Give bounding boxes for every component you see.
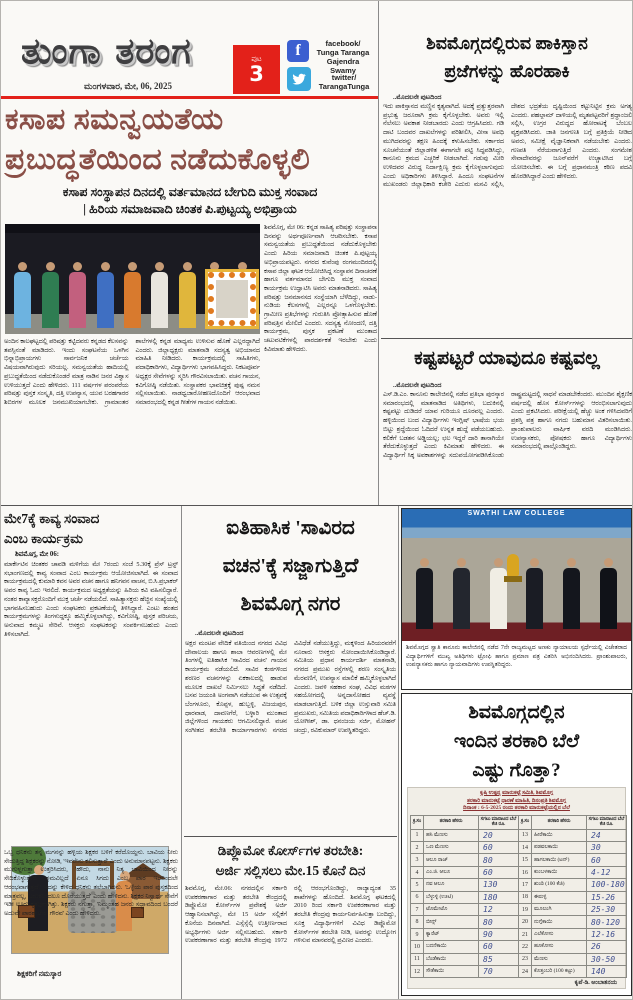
veg-doc-date: ದಿನಾಂಕ : 6-5-2025 ರಂದು ತರಕಾರಿ ಮಾರುಕಟ್ಟೆಯಲ್ಲಿನ ಬೆಲೆ bbox=[463, 805, 570, 811]
award-photo-box bbox=[401, 508, 632, 690]
masthead-title: ತುಂಗಾ ತರಂಗ bbox=[21, 31, 192, 72]
person-figure bbox=[119, 238, 146, 328]
person-figure bbox=[174, 238, 201, 328]
veg-table-body bbox=[411, 829, 627, 978]
veg-headline: ಶಿವಮೊಗ್ಗದಲ್ಲಿನ ಇಂದಿನ ತರಕಾರಿ ಬೆಲೆ ಎಷ್ಟು ಗೊತ್ತಾ? bbox=[453, 702, 580, 781]
diploma-headline: ಡಿಪ್ಲೊಮೋ ಕೋರ್ಸ್‌ಗಳ ತರಬೇತಿ: ಅರ್ಜಿ ಸಲ್ಲಿಸಲು ಮೇ.15 ಕೊನೆ ದಿನ bbox=[215, 843, 366, 878]
teacher-story-closing: ಶಿಕ್ಷಕರಿಗೆ ನಮಸ್ಕಾರ bbox=[17, 969, 62, 978]
person-figure bbox=[553, 531, 590, 629]
pak-continued-note: ..ಮೊದಲನೇ ಪುಟದಿಂದ bbox=[393, 94, 442, 101]
kavya-headline: ಮೇ7ಕ್ಕೆ ಕಾವ್ಯ ಸಂವಾದ ಎಂಬ ಕಾರ್ಯಕ್ರಮ bbox=[4, 511, 100, 546]
twitter-icon bbox=[287, 67, 311, 91]
veg-row: 11 ಬೆಂಡೆಕಾಯಿ 85 23 ಮೆಣಸು 30-50 bbox=[411, 953, 627, 965]
veg-row: 9 ಕ್ಯಾರೆಟ್ 90 21 ಎಲೆಕೋಸು 12-16 bbox=[411, 928, 627, 940]
trophy-graphic bbox=[507, 554, 519, 576]
column-divider-top bbox=[378, 1, 379, 505]
veg-row: 4 ಎಂ.ಜಿ. ಆಲೂ 60 16 ಕುಂಬಳಕಾಯಿ 4-12 bbox=[411, 866, 627, 878]
person-figure bbox=[91, 238, 118, 328]
person-figure bbox=[146, 238, 173, 328]
kashta-headline: ಕಷ್ಟಪಟ್ಟರೆ ಯಾವುದೂ ಕಷ್ಟವಲ್ಲ bbox=[414, 348, 600, 369]
veg-col-name: ತರಕಾರಿ ಹೆಸರು bbox=[424, 815, 479, 829]
veg-row: 1 ಹಸಿ ಮೆಣಸು 20 13 ಹೀರೆಕಾಯಿ 24 bbox=[411, 829, 627, 841]
person-figure bbox=[9, 238, 36, 328]
veg-price-table bbox=[410, 815, 627, 979]
diploma-body: ಶಿವಮೊಗ್ಗ, ಮೇ.06: ನಗರದಲ್ಲಿನ ಸರ್ಕಾರಿ ಉಪಕರಣಾಗಾರ ಮತ್ತು ತರಬೇತಿ ಕೇಂದ್ರದಲ್ಲಿ ಡಿಪ್ಲೊಮೋ ಕೋರ್ಸ್‌ಗಳ ಪ್ರವೇಶಕ್ಕೆ ಅರ್ಜಿ ಆಹ್ವಾನಿಸಲಾಗಿದ್ದು, ಮೇ 15 ಅರ್ಜಿ ಸಲ್ಲಿಕೆಗೆ ಕೊನೆಯ ದಿನವಾಗಿದೆ. ಎಸ್ಸೆಸ್ಸೆಲ್ಸಿ ಉತ್ತೀರ್ಣರಾದ ಅಭ್ಯರ್ಥಿಗಳು ಅರ್ಜಿ ಸಲ್ಲಿಸಬಹುದು. ಸರ್ಕಾರಿ ಉಪಕರಣಾಗಾರ ಮತ್ತು ತರಬೇತಿ ಕೇಂದ್ರವು 1972 ರಲ್ಲಿ ಆರಂಭಗೊಂಡಿದ್ದು, ರಾಜ್ಯಾದ್ಯಂತ 35 ಶಾಖೆಗಳನ್ನು ಹೊಂದಿದೆ. ಶಿವಮೊಗ್ಗ ಘಟಕದಲ್ಲಿ 2010 ರಿಂದ ಸರ್ಕಾರಿ ಉಪಕರಣಾಗಾರ ಮತ್ತು ತರಬೇತಿ ಕೇಂದ್ರವು ಕಾರ್ಯನಿರ್ವಹಿಸುತ್ತಾ ಬಂದಿದ್ದು, ಸೂಕ್ತ ವಿದ್ಯಾರ್ಥಿಗಳಿಗೆ ವಿವಿಧ ಡಿಪ್ಲೊಮೋ ಕೋರ್ಸ್‌ಗಳ ತರಬೇತಿ ನೀಡಿ, ಅವರನ್ನು ಉದ್ಯೋಗ ಗಳಿಸುವ ಮಾನವರಲ್ಲಿ ಪ್ರವಿಣರ ಎಂದರು. bbox=[185, 885, 396, 945]
person-figure bbox=[590, 531, 627, 629]
lead-photo bbox=[5, 224, 260, 334]
pak-story-headline: ಶಿವಮೊಗ್ಗದಲ್ಲಿರುವ ಪಾಕಿಸ್ತಾನ ಪ್ರಜೆಗಳನ್ನು ಹೊರಹಾಕಿ bbox=[426, 33, 588, 81]
person-figure bbox=[64, 238, 91, 328]
veg-col-name2: ತರಕಾರಿ ಹೆಸರು bbox=[532, 815, 587, 829]
veg-row: 10 ಬದನೆಕಾಯಿ 60 22 ಹೂಕೋಸು 26 bbox=[411, 941, 627, 953]
lead-body-bottom: ಅಂದಿನ ಕಾಲಘಟ್ಟದಲ್ಲಿ ಪರಿಷತ್ತು ಕಟ್ಟಿದವರು ಕನ್ನಡದ ಕೆಲಸವನ್ನು ತಪಸ್ಸಿನಂತೆ ಮಾಡಿದರು. ಇಂದು ಸಂಘಟನೆಯ ಒಳಗಿನ ಭಿನ್ನಾಭಿಪ್ರಾಯಗಳು ಸಾರ್ವಜನಿಕ ಚರ್ಚೆಯ ವಿಷಯವಾಗಿರುವುದು ಸರಿಯಲ್ಲ. ಸಮನ್ವಯತೆಯ ಹಾದಿಯಲ್ಲಿ ಪ್ರಬುದ್ಧತೆಯಿಂದ ನಡೆದುಕೊಂಡರೆ ಮಾತ್ರ ನಾಡಿನ ಜನರ ವಿಶ್ವಾಸ ಉಳಿಯುತ್ತದೆ ಎಂದು ಹೇಳಿದರು. 111 ವರ್ಷಗಳ ಪರಂಪರೆಯ ಪರಿಷತ್ತು ಪುಸ್ತಕ ಸಂಸ್ಕೃತಿ, ದತ್ತಿ ಉಪನ್ಯಾಸ, ಯುವ ಬರಹಗಾರರ ಶಿಬಿರಗಳ ಮೂಲಕ ಜನಮುಖಿಯಾಗಬೇಕು. ಗ್ರಾಮಾಂತರ ಶಾಲೆಗಳಲ್ಲಿ ಕನ್ನಡ ಮಾಧ್ಯಮ ಉಳಿಸುವ ಹೊಣೆ ಎಲ್ಲರದ್ದಾಗಿದೆ ಎಂದರು. ಜಿಲ್ಲಾಧ್ಯಕ್ಷರು ಮಾತನಾಡಿ ಸದಸ್ಯತ್ವ ಅಭಿಯಾನದ ಮಾಹಿತಿ ನೀಡಿದರು. ಕಾರ್ಯಕ್ರಮದಲ್ಲಿ ಸಾಹಿತಿಗಳು, ಪದಾಧಿಕಾರಿಗಳು, ವಿದ್ಯಾರ್ಥಿಗಳು ಭಾಗವಹಿಸಿದ್ದರು. ನಿಕಟಪೂರ್ವ ಅಧ್ಯಕ್ಷರ ಸೇವೆಗಳನ್ನು ಸ್ಮರಿಸಿ ಗೌರವಿಸಲಾಯಿತು. ವಚನ ಗಾಯನ, ಕವಿಗೋಷ್ಠಿ ನಡೆಯಿತು. ಸಂಸ್ಥಾಪಕರ ಭಾವಚಿತ್ರಕ್ಕೆ ಪುಷ್ಪ ನಮನ ಸಲ್ಲಿಸಲಾಯಿತು. ನಾಡಧ್ವಜಾರೋಹಣದೊಂದಿಗೆ ಆರಂಭವಾದ ಸಮಾರಂಭದಲ್ಲಿ ಕನ್ನಡ ಗೀತೆಗಳ ಗಾಯನ ನಡೆಯಿತು. bbox=[4, 338, 260, 406]
veg-row: 6 ಬೆಳ್ಳುಳ್ಳಿ (ಊಟಿ) 180 18 ಈರುಳ್ಳಿ 15-26 bbox=[411, 891, 627, 903]
award-photo bbox=[402, 509, 631, 641]
award-banner-text: SWATHI LAW COLLEGE bbox=[467, 510, 566, 517]
lead-headline: ಕಸಾಪ ಸಮನ್ವಯತೆಯ ಪ್ರಬುದ್ಧತೆಯಿಂದ ನಡೆದುಕೊಳ್ಳಲಿ bbox=[5, 103, 311, 176]
column-divider-left bbox=[181, 506, 182, 1000]
veg-row: 5 ನವ ಆಲೂ 130 17 ಶುಂಠಿ (100 ಕೆಜಿ) 100-180 bbox=[411, 879, 627, 891]
person-figure bbox=[406, 531, 443, 629]
rule-diploma-top bbox=[184, 836, 397, 837]
rule-kashta-top bbox=[381, 338, 633, 339]
veg-col-price2: ಸಗಟು ಮಾರಾಟದ ಬೆಲೆ ಕೆಜಿ ರೂ. bbox=[587, 815, 627, 829]
kavya-body: ಮಾರ್ಕೇಟಿನ ಚಿಂತಕರ ಚಾವಡಿ ಮಳಿಗೆಯ ಮೇ 7ರಂದು ಸಂಜೆ 5.30ಕ್ಕೆ ಪ್ರೆಸ್ ಟ್ರಸ್ಟ್ ಸಭಾಂಗಣದಲ್ಲಿ ಕಾವ್ಯ ಸಂವಾದ ಎಂಬ ಕಾರ್ಯಕ್ರಮ ಆಯೋಜಿಸಲಾಗಿದೆ. ಈ ಸಂವಾದ ಕಾರ್ಯಕ್ರಮದಲ್ಲಿ ಕುಮಾರಿ ಕವನ ಅವರ ವಚನ ಹಾಗೂ ಹನಿಗವನ ವಾಚನ, ಬಿ.ಸಿ.ಪ್ರಭಾಕರ್ ಅವರ ಕಾವ್ಯ ಓದು ಇರಲಿದೆ. ಕಾರ್ಯಕ್ರಮದ ಅಧ್ಯಕ್ಷತೆಯನ್ನು ಹಿರಿಯ ಕವಿ ವಹಿಸಲಿದ್ದಾರೆ. ನಂತರ ಕಾವ್ಯಾಸಕ್ತರೊಂದಿಗೆ ಮುಕ್ತ ಚರ್ಚೆ ನಡೆಯಲಿದೆ. ಸಾಹಿತ್ಯಾಸಕ್ತರು ಹೆಚ್ಚಿನ ಸಂಖ್ಯೆಯಲ್ಲಿ ಭಾಗವಹಿಸಬಹುದು ಎಂದು ಸಂಘಟಕರು ಪ್ರಕಟಣೆಯಲ್ಲಿ ತಿಳಿಸಿದ್ದಾರೆ. ಎಂಟು ಹಂತದ ಕಾರ್ಯಕ್ರಮಗಳನ್ನು ತಿಂಗಳುದ್ದಕ್ಕೂ ಹಮ್ಮಿಕೊಳ್ಳಲಾಗಿದ್ದು, ಕವಿಗೋಷ್ಠಿ, ಪುಸ್ತಕ ಪರಿಚಯ, ಅನುವಾದ ಕಮ್ಮಟ ಸೇರಿವೆ. ಆಸಕ್ತರು ಸಂಘಟಕರನ್ನು ಸಂಪರ್ಕಿಸಬಹುದು ಎಂದು ತಿಳಿಸಲಾಗಿದೆ. bbox=[4, 561, 178, 638]
veg-row: 7 ಟೊಮೇಟೊ 12 19 ಮೂಲಂಗಿ 25-30 bbox=[411, 904, 627, 916]
veg-row: 8 ಬೀನ್ಸ್ 80 20 ನುಗ್ಗೆಕಾಯಿ 80-120 bbox=[411, 916, 627, 928]
vachana-body: ಅಕ್ಷರ ಮಂಟಪ ವೇದಿಕೆ ವತಿಯಿಂದ ನಗರದ ವಿವಿಧ ದೇವಾಲಯ ಹಾಗೂ ಶಾಲಾ ಆವರಣಗಳಲ್ಲಿ ಮೇ ತಿಂಗಳಲ್ಲಿ ಐತಿಹಾಸಿಕ 'ಸಾವಿರದ ವಚನ' ಗಾಯನ ಕಾರ್ಯಕ್ರಮ ನಡೆಯಲಿದೆ. ಸಾವಿರ ಕಂಠಗಳಿಂದ ಶರಣರ ವಚನಗಳನ್ನು ಏಕಕಾಲದಲ್ಲಿ ಹಾಡುವ ಮೂಲಕ ದಾಖಲೆ ನಿರ್ಮಿಸಲು ಸಿದ್ಧತೆ ನಡೆದಿದೆ. ಬಸವ ಜಯಂತಿ ಅಂಗವಾಗಿ ನಡೆಯುವ ಈ ಉತ್ಸವಕ್ಕೆ ಬೆಂಗಳೂರು, ಕೊಪ್ಪಳ, ಹುಬ್ಬಳ್ಳಿ, ವಿಜಯಪುರ, ಧಾರವಾಡ, ದಾವಣಗೆರೆ, ಬಳ್ಳಾರಿ ಮುಂತಾದ ಜಿಲ್ಲೆಗಳಿಂದ ಗಾಯಕರು ಆಗಮಿಸಲಿದ್ದಾರೆ. ವಚನ ಸಂಗೀತದ ತರಬೇತಿ ಕಾರ್ಯಾಗಾರಗಳು ನಗರದ ವಿವಿಧೆಡೆ ನಡೆಯುತ್ತಿದ್ದು, ಮಕ್ಕಳಿಂದ ಹಿರಿಯರವರೆಗೆ ನೂರಾರು ಆಸಕ್ತರು ನೋಂದಾಯಿಸಿಕೊಂಡಿದ್ದಾರೆ. ಸಮಿತಿಯ ಪ್ರಧಾನ ಕಾರ್ಯದರ್ಶಿ ಮಾತನಾಡಿ, ನಗರದ ಪ್ರಮುಖ ರಸ್ತೆಗಳಲ್ಲಿ ಶರಣ ಸಂಸ್ಕೃತಿಯ ಮೆರವಣಿಗೆ, ಉಪನ್ಯಾಸ ಮಾಲಿಕೆ ಹಮ್ಮಿಕೊಳ್ಳಲಾಗಿದೆ ಎಂದರು. ಜವಳಿ ಸಹಕಾರ ಸಂಘ, ವಿವಿಧ ಮಠಗಳ ಸಹಯೋಗದಲ್ಲಿ ಅನ್ನದಾಸೋಹದ ವ್ಯವಸ್ಥೆ ಮಾಡಲಾಗುತ್ತಿದೆ. ಬಳಿಕ ಜಿಲ್ಲಾ ಉಸ್ತುವಾರಿ ಸಮಿತಿ ಪ್ರಮುಖರು, ಸಮಿತಿಯ ಪದಾಧಿಕಾರಿಗಳಾದ ಹೆಚ್.ಡಿ. ಯೋಗೀಶ್, ಡಾ. ಧನಂಜಯ ಸರ್ಜಿ, ಮೋಹನ್ ಚಂದ್ರು, ರವಿಕುಮಾರ್ ಉಪಸ್ಥಿತರಿದ್ದರು. bbox=[185, 640, 396, 735]
veg-price-box bbox=[401, 693, 632, 996]
kashta-body: ಎಸ್.ಡಿ.ಎಂ. ಕಾನೂನು ಕಾಲೇಜಿನಲ್ಲಿ ನಡೆದ ಪ್ರತಿಭಾ ಪುರಸ್ಕಾರ ಸಮಾರಂಭದಲ್ಲಿ ಮಾತನಾಡಿದ ಅತಿಥಿಗಳು, ಬದುಕಿನಲ್ಲಿ ಕಷ್ಟಪಟ್ಟು ದುಡಿದರೆ ಯಾವ ಗುರಿಯೂ ದೂರವಲ್ಲ ಎಂದರು. ಹಳ್ಳಿಯಿಂದ ಬಂದ ವಿದ್ಯಾರ್ಥಿಗಳು ಇಂಗ್ಲಿಷ್ ಭಾಷೆಯ ಭಯ ಬಿಟ್ಟು ಶ್ರದ್ಧೆಯಿಂದ ಓದಿದರೆ ಉನ್ನತ ಹುದ್ದೆ ಪಡೆಯಬಹುದು. ಕಲಿಕೆಗೆ ಬಡತನ ಅಡ್ಡಿಯಲ್ಲ; ಛಲ ಇದ್ದರೆ ದಾರಿ ತಾನಾಗಿಯೇ ತೆರೆದುಕೊಳ್ಳುತ್ತದೆ ಎಂದು ಕಿವಿಮಾತು ಹೇಳಿದರು. ಈ ವಿದ್ಯಾರ್ಥಿಗೆ ಸಿಕ್ಕ ಅವಕಾಶಗಳನ್ನು ಸದುಪಯೋಗಪಡಿಸಿಕೊಂಡು ರಾಷ್ಟ್ರಮಟ್ಟದಲ್ಲಿ ಸಾಧನೆ ಮಾಡಬೇಕೆಂದರು. ಮುಂದಿನ ಶೈಕ್ಷಣಿಕ ವರ್ಷದಲ್ಲಿ ಹೊಸ ಕೋರ್ಸ್‌ಗಳನ್ನು ಆರಂಭಿಸಲಾಗುವುದು ಎಂದು ಪ್ರಕಟಿಸಿದರು. ಪರೀಕ್ಷೆಯಲ್ಲಿ ಹೆಚ್ಚು ಅಂಕ ಗಳಿಸಿದವರಿಗೆ ಪ್ರಶಸ್ತಿ ಪತ್ರ ಹಾಗೂ ನಗದು ಬಹುಮಾನ ವಿತರಿಸಲಾಯಿತು. ಪ್ರಾಂಶುಪಾಲರು ವಾರ್ಷಿಕ ವರದಿ ಮಂಡಿಸಿದರು. ಉಪನ್ಯಾಸಕರು, ಪೋಷಕರು ಹಾಗೂ ವಿದ್ಯಾರ್ಥಿಗಳು ಸಮಾರಂಭದಲ್ಲಿ ಪಾಲ್ಗೊಂಡಿದ್ದರು. bbox=[383, 391, 632, 459]
veg-col-no: ಕ್ರ.ಸಂ bbox=[411, 815, 424, 829]
veg-col-price: ಸಗಟು ಮಾರಾಟದ ಬೆಲೆ ಕೆಜಿ ರೂ. bbox=[479, 815, 519, 829]
person-figure bbox=[443, 531, 480, 629]
page-number-box bbox=[233, 45, 280, 94]
lead-body-right-col: ಶಿವಮೊಗ್ಗ, ಮೇ 06: ಕನ್ನಡ ಸಾಹಿತ್ಯ ಪರಿಷತ್ತು ಸಂಸ್ಥಾಪನಾ ದಿನವನ್ನು ಅರ್ಥಪೂರ್ಣವಾಗಿ ಆಚರಿಸಬೇಕು. ಕಸಾಪ ಸಮನ್ವಯತೆಯ ಪ್ರಬುದ್ಧತೆಯಿಂದ ನಡೆದುಕೊಳ್ಳಬೇಕು ಎಂದು ಹಿರಿಯ ಸಮಾಜವಾದಿ ಚಿಂತಕ ಪಿ.ಪುಟ್ಟಯ್ಯ ಅಭಿಪ್ರಾಯಪಟ್ಟರು. ನಗರದ ಕುವೆಂಪು ರಂಗಮಂದಿರದಲ್ಲಿ ಕಸಾಪ ಜಿಲ್ಲಾ ಘಟಕ ಆಯೋಜಿಸಿದ್ದ ಸಂಸ್ಥಾಪನ ದಿನಾಚರಣೆ ಹಾಗೂ ವರ್ತಮಾನದ ಬೇಗುದಿ ಮುಕ್ತ ಸಂವಾದ ಕಾರ್ಯಕ್ರಮ ಉದ್ಘಾಟಿಸಿ ಅವರು ಮಾತನಾಡಿದರು. ಸಾಹಿತ್ಯ ಪರಿಷತ್ತು ಜನಮಾನಸದ ಸಂಸ್ಥೆಯಾಗಿ ಬೆಳೆದಿದ್ದು, ನಾಡು-ನುಡಿಯ ಕೆಲಸಗಳಲ್ಲಿ ಎಲ್ಲರನ್ನೂ ಒಳಗೊಳ್ಳಬೇಕು. ಗ್ರಾಮೀಣ ಪ್ರತಿಭೆಗಳನ್ನು ಗುರುತಿಸಿ ಪ್ರೋತ್ಸಾಹಿಸುವ ಹೊಣೆ ಪರಿಷತ್ತಿನ ಮೇಲಿದೆ ಎಂದರು. ಸದಸ್ಯತ್ವ ನೋಂದಣಿ, ದತ್ತಿ ಕಾರ್ಯಕ್ರಮ, ಪುಸ್ತಕ ಪ್ರಕಟಣೆ ಮುಂತಾದ ಚಟುವಟಿಕೆಗಳಲ್ಲಿ ಪಾರದರ್ಶಕತೆ ಇರಬೇಕು ಎಂದು ಕಿವಿಮಾತು ಹೇಳಿದರು. bbox=[264, 224, 377, 353]
veg-row: 3 ಆಲೂ ರಾಜ್ 80 15 ಹಾಗಲಕಾಯಿ (ಟನ್) 60 bbox=[411, 854, 627, 866]
page-label: ಪುಟ bbox=[251, 54, 262, 63]
kashta-continued-note: ..ಮೊದಲನೇ ಪುಟದಿಂದ bbox=[393, 382, 442, 389]
facebook-handle: facebook/ Tunga Taranga Gajendra Swamy bbox=[316, 39, 370, 75]
twitter-handle: twitter/ TarangaTunga bbox=[318, 73, 370, 91]
award-photo-caption: ಶಿವಮೊಗ್ಗದ ಸ್ವಾತಿ ಕಾನೂನು ಕಾಲೇಜಿನಲ್ಲಿ ನಡೆದ 7ನೇ ರಾಜ್ಯಮಟ್ಟದ ಅಣಕು ನ್ಯಾಯಾಲಯ ಸ್ಪರ್ಧೆಯಲ್ಲಿ ವಿಜೇತರಾದ ವಿದ್ಯಾರ್ಥಿಗಳಿಗೆ ಮುಖ್ಯ ಅತಿಥಿಗಳು ಟ್ರೋಫಿ ಹಾಗೂ ಪ್ರಮಾಣ ಪತ್ರ ವಿತರಿಸಿ ಅಭಿನಂದಿಸಿದರು. ಪ್ರಾಂಶುಪಾಲರು, ಉಪನ್ಯಾಸಕರು ಹಾಗೂ ನ್ಯಾಯವಾದಿಗಳು ಉಪಸ್ಥಿತರಿದ್ದರು. bbox=[406, 645, 627, 669]
veg-row: 2 ಒಣ ಮೆಣಸು 60 14 ಪಡವಲಕಾಯಿ 30 bbox=[411, 842, 627, 854]
masthead-date: ಮಂಗಳವಾರ, ಮೇ, 06, 2025 bbox=[83, 81, 173, 91]
column-divider-right bbox=[398, 506, 399, 1000]
page-number: 3 bbox=[249, 61, 264, 86]
veg-credit: ಕೃಪೆ-ಡಿ. ಅಂಬಾತನಯ bbox=[574, 980, 617, 987]
veg-doc-subtitle: ತರಕಾರಿ ಮಾರುಕಟ್ಟೆ ಧಾರಣೆ ಮಾಹಿತಿ, ದಿನಂಪ್ರತಿ ಶಿವಮೊಗ್ಗ bbox=[466, 797, 567, 804]
vachana-headline: ಐತಿಹಾಸಿಕ 'ಸಾವಿರದ ವಚನ'ಕ್ಕೆ ಸಜ್ಜಾಗುತ್ತಿದೆ ಶಿವಮೊಗ್ಗ ನಗರ bbox=[222, 517, 359, 615]
veg-scanned-sheet bbox=[407, 787, 626, 989]
person-figure bbox=[36, 238, 63, 328]
veg-col-no2: ಕ್ರ.ಸಂ bbox=[519, 815, 532, 829]
garlanded-portrait bbox=[208, 272, 256, 326]
vachana-continued-note: ..ಮೊದಲನೇ ಪುಟದಿಂದ bbox=[195, 630, 244, 637]
facebook-icon: f bbox=[287, 40, 309, 62]
veg-doc-title: ಕೃಷಿ ಉತ್ಪನ್ನ ಮಾರುಕಟ್ಟೆ ಸಮಿತಿ, ಶಿವಮೊಗ್ಗ bbox=[479, 790, 554, 796]
lead-subhead: ಕಸಾಪ ಸಂಸ್ಥಾಪನ ದಿನದಲ್ಲಿ ವರ್ತಮಾನದ ಬೇಗುದಿ ಮುಕ್ತ ಸಂವಾದ | ಹಿರಿಯ ಸಮಾಜವಾದಿ ಚಿಂತಕ ಪಿ.ಪುಟ್ಟಯ್ಯ ಅಭಿಪ್ರಾಯ bbox=[62, 185, 318, 216]
veg-row: 12 ಸೌತೆಕಾಯಿ 70 24 ಕೊತ್ತಂಬರಿ (100 ಕಟ್ಟು) 140 bbox=[411, 965, 627, 977]
kavya-dateline: ಶಿವಮೊಗ್ಗ, ಮೇ 06: bbox=[15, 551, 59, 558]
teacher-story-body: ಒಬ್ಬ ಧನಿಕನು ತನ್ನ ಮಗನನ್ನು ಹಳ್ಳಿಯ ಶಿಕ್ಷಕರ ಬಳಿಗೆ ಕರೆದೊಯ್ದನು. ಬಾವಿಯ ನೀರು ಸೇದುತ್ತಿದ್ದ ಶಿಕ್ಷಕರನ್ನು ನೋಡಿ, 'ಇವರೇನು ಕಲಿಸುತ್ತಾರೆ' ಎಂದು ಅನುಮಾನಪಟ್ಟನು. ಶಿಕ್ಷಕರು ಮುಗುಳ್ನಗುತ್ತಾ ಉತ್ತರಿಸಿದರು, 'ಹೌದು, ನಾನು ನಿತ್ಯ ಬಾವಿಯಿಂದ ನೀರನ್ನು ಸೇದಿಕೊಳ್ಳುತ್ತೇನೆ. ಶ್ರಮವಿಲ್ಲದೆ ಏನೂ ಸಿಗದು ಎಂಬ ಪಾಠ ಇದರಿಂದಲೇ ಆರಂಭವಾಗುತ್ತದೆ.' ಇದನ್ನು ಕೇಳಿದ ಧನಿಕನು ತಲೆಬಾಗಿದನು. 'ಒಳ್ಳೆಯ ಪಾಠ ಪುಸ್ತಕದಿಂದ ಮಾತ್ರವಲ್ಲ, ಬದುಕಿನಿಂದಲೂ ದೊರೆಯುತ್ತದೆ' ಎಂದು ಹೇಳಿದನು. ಶಿಕ್ಷಕರ ನಿಸ್ವಾರ್ಥ ಸೇವೆಗೆ ಇಡೀ ಊರು ಕೃತಜ್ಞವಾಗಿತ್ತು. ಶಿಕ್ಷಕರು ನಗುತ್ತಾ, 'ನಿಮ್ಮಂತಹ ಜನರು ಸದ್ಭಾವದಿಂದ ಬಂದರೆ ಅದುವೇ ಪಾಠಶಾಲೆಯ ಗೌರವ' ಎಂದು ಹೇಳಿದರು. bbox=[4, 849, 178, 917]
pak-story-body: ಇದು ಪಾಕಿಸ್ತಾನದ ಮಣ್ಣಿನ ಕೃತ್ಯವಾಗಿದೆ. ಅದಕ್ಕೆ ಪ್ರತ್ಯುತ್ತರವಾಗಿ ಪ್ರಭುತ್ವ ಜರೂರಾಗಿ ಕ್ರಮ ಕೈಗೊಳ್ಳಬೇಕು. ಅವರು ಇಲ್ಲಿ ನೆಲೆಸಲು ಅವಕಾಶ ನೀಡಬಾರದು ಎಂದು ಆಗ್ರಹಿಸಿದರು. ಗಡಿ ದಾಟಿ ಬಂದವರ ದಾಖಲೆಗಳನ್ನು ಪರಿಶೀಲಿಸಿ, ವೀಸಾ ಅವಧಿ ಮುಗಿದವರನ್ನು ತಕ್ಷಣ ಹಿಂದಕ್ಕೆ ಕಳುಹಿಸಬೇಕು. ಸರ್ಕಾರದ ಸೂಚನೆಯಂತೆ ಜಿಲ್ಲಾಡಳಿತ ಈಗಾಗಲೇ ಪಟ್ಟಿ ಸಿದ್ಧಪಡಿಸಿದ್ದು, ಕಾನೂನು ಕ್ರಮದ ಎಚ್ಚರಿಕೆ ನೀಡಲಾಗಿದೆ. ಗಡುವು ಮೀರಿ ಉಳಿದವರ ವಿರುದ್ಧ ನಿರ್ದಾಕ್ಷಿಣ್ಯ ಕ್ರಮ ಕೈಗೊಳ್ಳಲಾಗುವುದು ಎಂದು ಅಧಿಕಾರಿಗಳು ತಿಳಿಸಿದ್ದಾರೆ. ಹಿಂದೂ ಸಂಘಟನೆಗಳ ಮುಖಂಡರು ಜಿಲ್ಲಾಧಿಕಾರಿ ಕಚೇರಿ ಎದುರು ಮನವಿ ಸಲ್ಲಿಸಿ, ದೇಶದ ಭದ್ರತೆಯ ದೃಷ್ಟಿಯಿಂದ ಕಟ್ಟುನಿಟ್ಟಿನ ಕ್ರಮ ಅಗತ್ಯ ಎಂದರು. ಪಹಲ್ಗಾಮ್ ದಾಳಿಯಲ್ಲಿ ಮೃತಪಟ್ಟವರಿಗೆ ಶ್ರದ್ಧಾಂಜಲಿ ಸಲ್ಲಿಸಿ, ಉಗ್ರರ ವಿರುದ್ಧದ ಹೋರಾಟಕ್ಕೆ ಬೆಂಬಲ ವ್ಯಕ್ತಪಡಿಸಿದರು. ಜಾತಿ ಜನಗಣತಿ ಬಗ್ಗೆ ಪ್ರತಿಕ್ರಿಯೆ ನೀಡಿದ ಅವರು, ಸಮೀಕ್ಷೆ ವೈಜ್ಞಾನಿಕವಾಗಿ ನಡೆಯಬೇಕು ಎಂದರು. ಗಣಪತಿ ನೆರೆಯವಾಗುತ್ತಿದೆ ಎಂದರು. ಸಂಗಮೇಶ ಸೇವಾದೇವರನ್ನು ಜೂನ್‌ವರೆಗೆ ಉಚ್ಚಾಟಿಸಿದ ಬಗ್ಗೆ ಯೋಚಿಸಬೇಕು. ಈ ಬಗ್ಗೆ ಪ್ರಧಾನಮಂತ್ರಿ ಕಠಿಣ ಪದವಿ ಹೊರಡಿಸಿದ್ದಾರೆ ಎಂದು ಹೇಳಿದರು. bbox=[383, 103, 632, 189]
masthead-rule bbox=[1, 96, 378, 99]
rule-mid-page bbox=[1, 505, 633, 506]
